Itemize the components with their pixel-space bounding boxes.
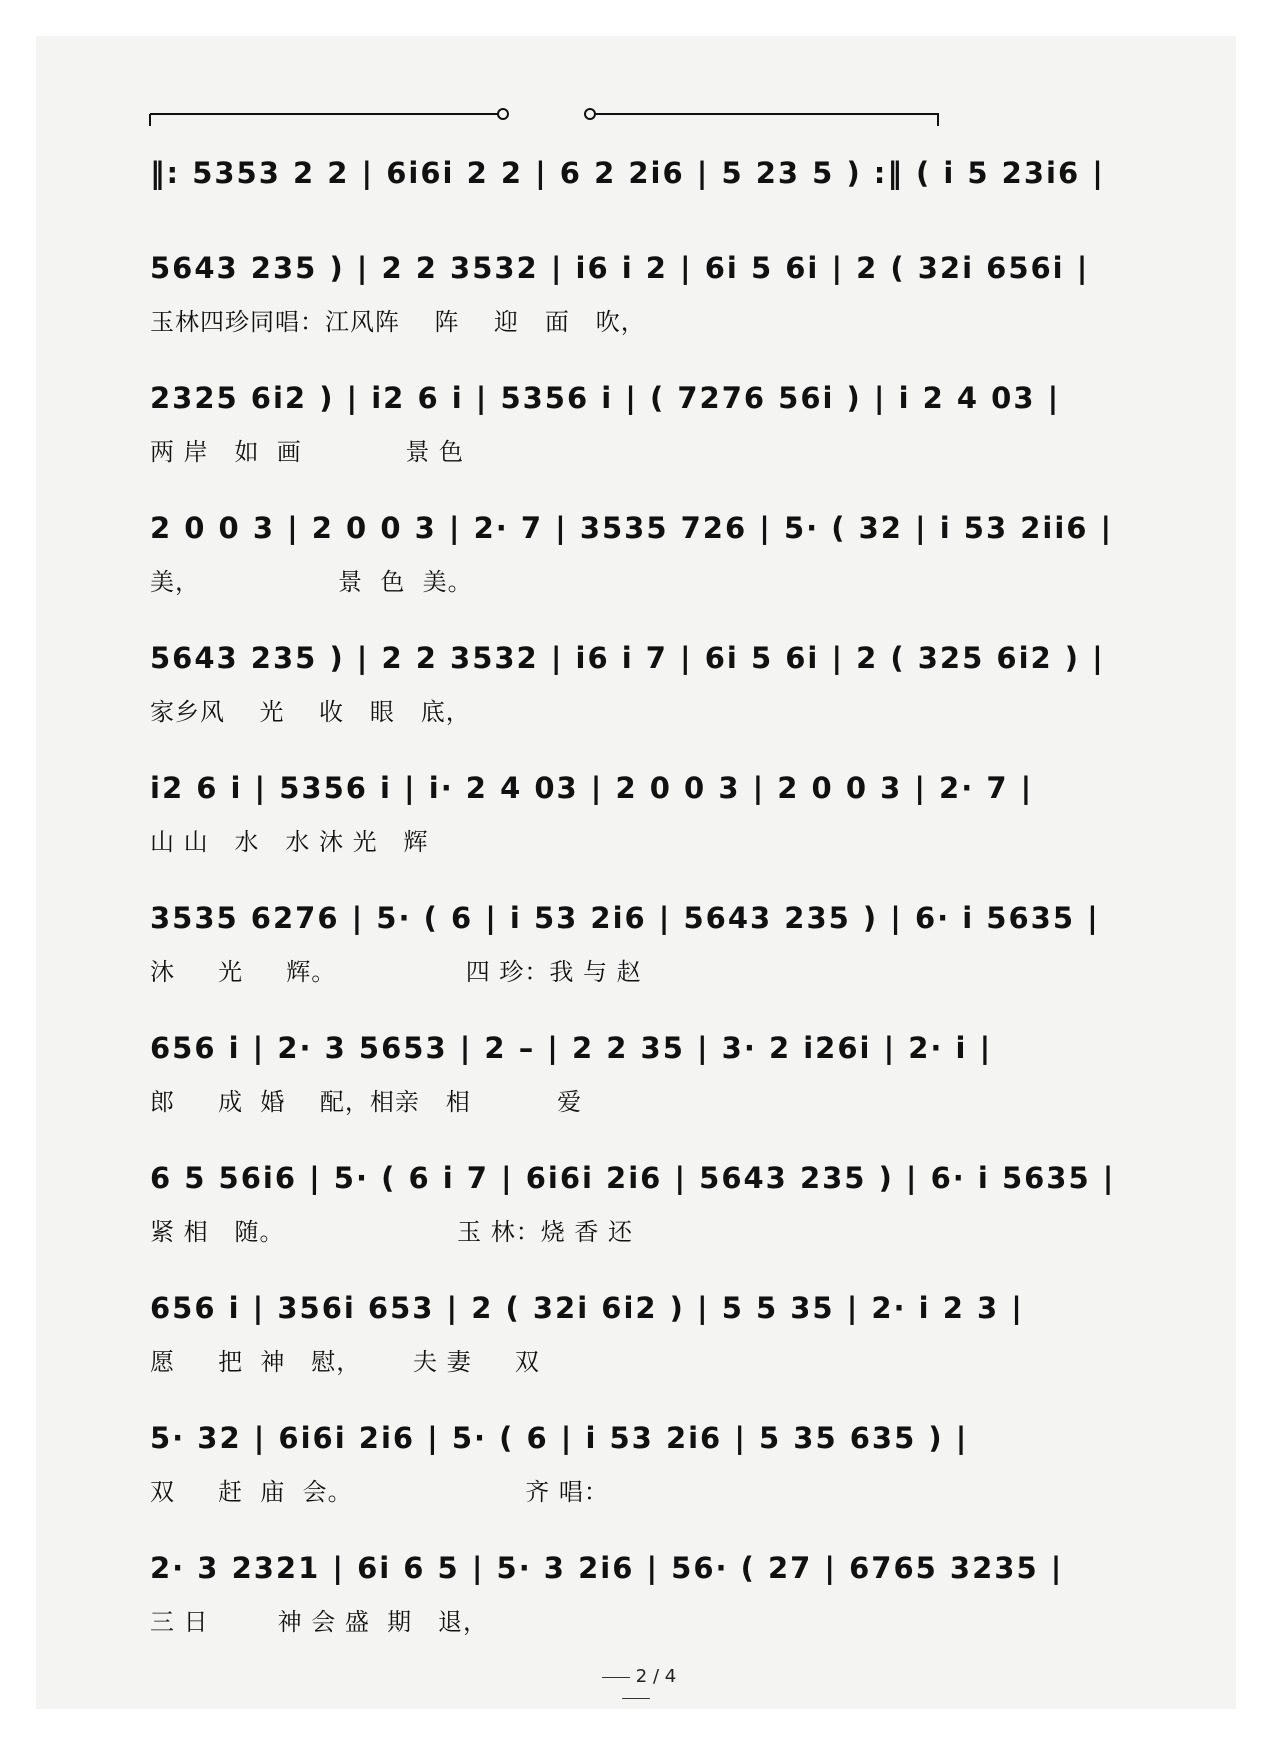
- lyrics-line: 两 岸 如 画 景 色: [150, 438, 464, 466]
- lyrics-line: 美， 景 色 美。: [150, 568, 473, 596]
- notation-line: 3535 6276 | 5· ( 6 | i 53 2i6 | 5643 235 ) | 6· i 5635 |: [150, 901, 1100, 935]
- score-system: [150, 630, 1150, 740]
- notation-line: 2· 3 2321 | 6i 6 5 | 5· 3 2i6 | 56· ( 27 | 6765 3235 |: [150, 1551, 1064, 1585]
- notation-line: 656 i | 2· 3 5653 | 2 – | 2 2 35 | 3· 2 i26i | 2· i |: [150, 1031, 993, 1065]
- lyrics-line: 郎 成 婚 配，相亲 相 爱: [150, 1088, 583, 1116]
- page-number-text: 2 / 4: [635, 1666, 677, 1687]
- lyrics-line: 双 赶 庙 会。 齐 唱：: [150, 1478, 609, 1506]
- notation-line: 2325 6i2 ) | i2 6 i | 5356 i | ( 7276 56i ) | i 2 4 03 |: [150, 381, 1061, 415]
- lyrics-line: 玉林四珍同唱：江风阵 阵 迎 面 吹，: [150, 308, 646, 336]
- score-system: [150, 240, 1150, 350]
- notation-line: 5· 32 | 6i6i 2i6 | 5· ( 6 | i 53 2i6 | 5 35 635 ) |: [150, 1421, 969, 1455]
- notation-line: 5643 235 ) | 2 2 3532 | i6 i 2 | 6i 5 6i | 2 ( 32i 656i |: [150, 251, 1090, 285]
- notation-line: i2 6 i | 5356 i | i· 2 4 03 | 2 0 0 3 | 2 0 0 3 | 2· 7 |: [150, 771, 1034, 805]
- score-system: [150, 1540, 1150, 1650]
- lyrics-line: 家乡风 光 收 眼 底，: [150, 698, 471, 726]
- score-system: [150, 370, 1150, 480]
- notation-line: 2 0 0 3 | 2 0 0 3 | 2· 7 | 3535 726 | 5· ( 32 | i 53 2ii6 |: [150, 511, 1114, 545]
- lyrics-line: 山 山 水 水 沐 光 辉: [150, 828, 429, 856]
- score-system: [150, 760, 1150, 870]
- lyrics-line: 沐 光 辉。 四 珍：我 与 赵: [150, 958, 642, 986]
- score-system: [150, 1410, 1150, 1520]
- score-system: [150, 1280, 1150, 1390]
- score-system: [150, 1150, 1150, 1260]
- lyrics-line: 三 日 神 会 盛 期 退，: [150, 1608, 489, 1636]
- score-system: [150, 890, 1150, 1000]
- page-number: [586, 1666, 686, 1696]
- notation-line: 6 5 56i6 | 5· ( 6 i 7 | 6i6i 2i6 | 5643 235 ) | 6· i 5635 |: [150, 1161, 1116, 1195]
- notation-line: 5643 235 ) | 2 2 3532 | i6 i 7 | 6i 5 6i | 2 ( 325 6i2 ) |: [150, 641, 1105, 675]
- score-system: [150, 1020, 1150, 1130]
- notation-line: 656 i | 356i 653 | 2 ( 32i 6i2 ) | 5 5 35 | 2· i 2 3 |: [150, 1291, 1024, 1325]
- score-system: [150, 145, 1150, 255]
- lyrics-line: 愿 把 神 慰， 夫 妻 双: [150, 1348, 540, 1376]
- lyrics-line: 紧 相 随。 玉 林：烧 香 还: [150, 1218, 633, 1246]
- score-system: [150, 500, 1150, 610]
- notation-line: ‖: 5353 2 2 | 6i6i 2 2 | 6 2 2i6 | 5 23 5 ) :‖ ( i 5 23i6 |: [150, 156, 1105, 190]
